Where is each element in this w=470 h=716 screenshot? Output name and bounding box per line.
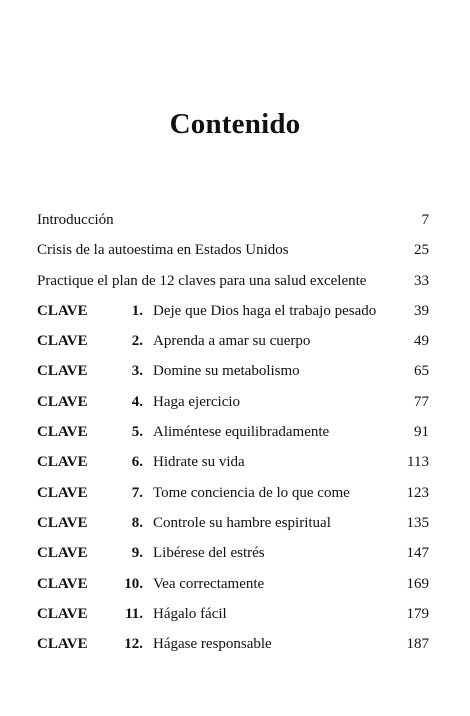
toc-clave-2: [37, 330, 429, 360]
clave-label: CLAVE: [37, 333, 88, 350]
toc-clave-3: [37, 360, 429, 390]
clave-number: 6.: [131, 454, 143, 471]
toc-clave-10: [37, 573, 429, 603]
toc-clave-9: [37, 542, 429, 572]
toc-clave-5: [37, 421, 429, 451]
clave-number: 10.: [124, 575, 143, 592]
clave-title: Hágase responsable: [153, 636, 272, 653]
page-title: Contenido: [169, 108, 301, 140]
toc-entry-page: 179: [406, 605, 429, 622]
toc-entry-title: Crisis de la autoestima en Estados Unidos: [37, 242, 289, 259]
toc-entry-page: 187: [406, 636, 429, 653]
clave-label: CLAVE: [37, 636, 88, 653]
toc-clave-12: [37, 633, 429, 663]
clave-title: Tome conciencia de lo que come: [153, 484, 350, 501]
toc-entry-page: 169: [406, 575, 429, 592]
clave-title: Deje que Dios haga el trabajo pesado: [153, 302, 377, 319]
toc-entry-page: 135: [406, 514, 429, 531]
toc-entry-page: 39: [414, 302, 429, 319]
clave-number: 9.: [131, 545, 143, 562]
clave-label: CLAVE: [37, 454, 88, 471]
clave-title: Aprenda a amar su cuerpo: [153, 333, 311, 350]
toc-entry-title: Introducción: [37, 212, 114, 228]
clave-title: Hidrate su vida: [153, 454, 245, 471]
toc-entry-page: 25: [414, 242, 429, 259]
clave-number: 3.: [131, 363, 143, 380]
clave-label: CLAVE: [37, 424, 88, 441]
toc-entry-page: 91: [414, 424, 429, 441]
clave-title: Hágalo fácil: [153, 605, 227, 622]
clave-label: CLAVE: [37, 545, 88, 562]
toc-clave-1: [37, 300, 429, 330]
toc-entry-page: 113: [407, 454, 429, 471]
toc-entry-page: 33: [414, 272, 429, 289]
toc-entry-crisis: [37, 239, 429, 269]
toc-entry-page: 123: [406, 484, 429, 501]
toc-entry-page: 49: [414, 333, 429, 350]
clave-title: Vea correctamente: [153, 575, 265, 592]
clave-number: 8.: [131, 514, 143, 531]
toc-entry-page: 147: [406, 545, 429, 562]
toc-entry-introduccion: [37, 209, 429, 239]
clave-label: CLAVE: [37, 514, 88, 531]
table-of-contents: [37, 209, 429, 663]
clave-number: 7.: [131, 484, 143, 501]
clave-number: 2.: [131, 333, 143, 350]
clave-title: Controle su hambre espiritual: [153, 514, 331, 531]
clave-number: 12.: [124, 636, 143, 653]
clave-title: Aliméntese equilibradamente: [153, 424, 330, 441]
toc-entry-title: Practique el plan de 12 claves para una salud excelente: [37, 272, 367, 289]
clave-label: CLAVE: [37, 484, 88, 501]
toc-clave-7: [37, 482, 429, 512]
clave-number: 5.: [131, 424, 143, 441]
clave-number: 1.: [131, 302, 143, 319]
toc-clave-4: [37, 391, 429, 421]
clave-label: CLAVE: [37, 363, 88, 380]
toc-clave-11: [37, 603, 429, 633]
clave-label: CLAVE: [37, 575, 88, 592]
toc-entry-page: 7: [421, 212, 429, 228]
clave-number: 11.: [125, 605, 143, 622]
clave-label: CLAVE: [37, 393, 88, 410]
toc-clave-8: [37, 512, 429, 542]
toc-clave-6: [37, 451, 429, 481]
toc-entry-page: 65: [414, 363, 429, 380]
clave-label: CLAVE: [37, 605, 88, 622]
toc-entry-practique: [37, 270, 429, 300]
clave-title: Haga ejercicio: [153, 393, 241, 410]
clave-label: CLAVE: [37, 302, 88, 319]
clave-title: Libérese del estrés: [153, 545, 265, 562]
clave-number: 4.: [131, 393, 143, 410]
toc-entry-page: 77: [414, 393, 429, 410]
clave-title: Domine su metabolismo: [153, 363, 300, 380]
